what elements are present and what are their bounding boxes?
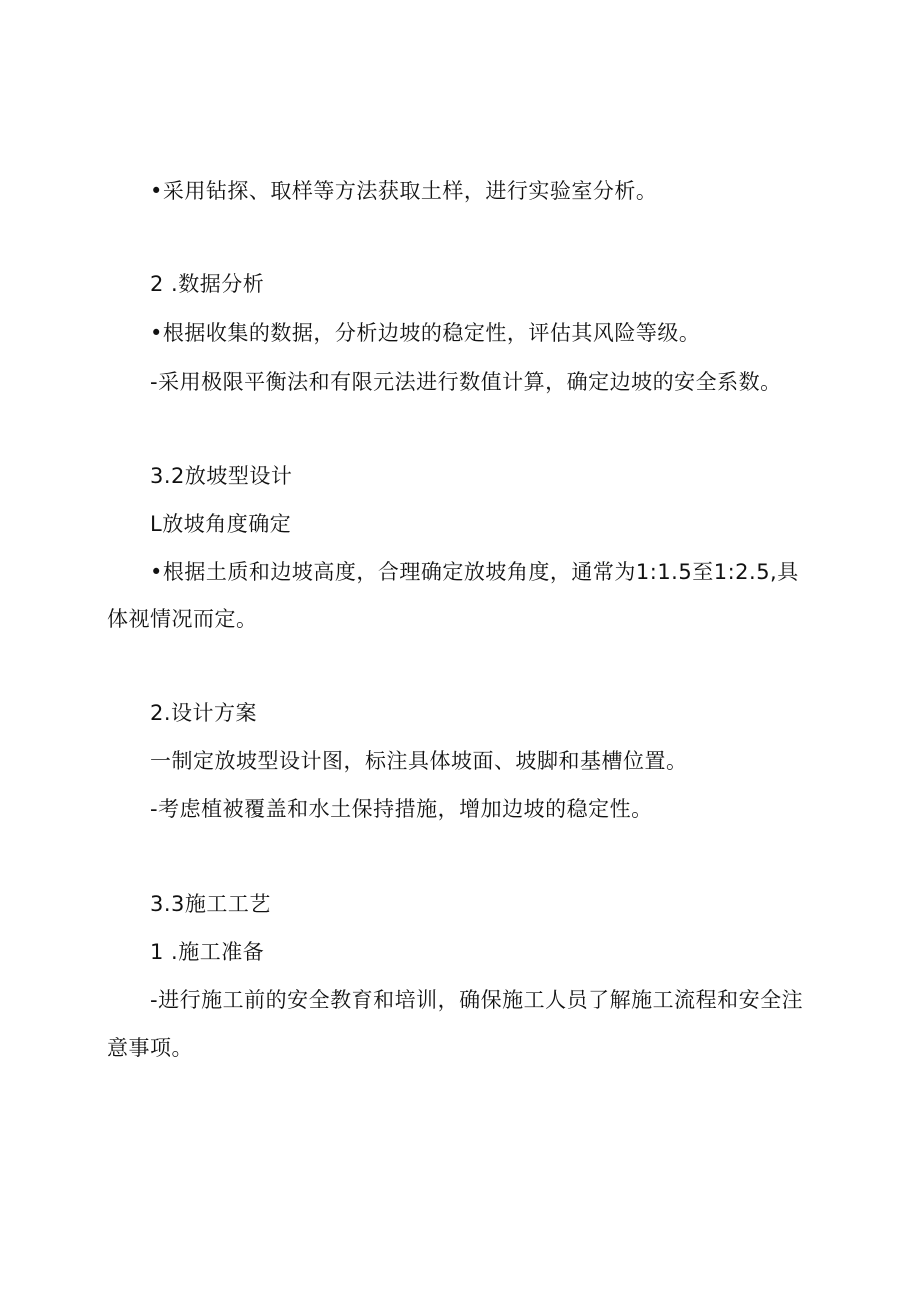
bullet-soil-sampling: •采用钻探、取样等方法获取土样，进行实验室分析。 [150,179,658,203]
bullet-design-drawing: 一制定放坡型设计图，标注具体坡面、坡脚和基槽位置。 [150,749,688,773]
section-heading-construction-process: 3.3施工工艺 [150,892,271,916]
bullet-slope-ratio-continued: 体视情况而定。 [107,607,258,631]
bullet-vegetation-cover: -考虑植被覆盖和水土保持措施，增加边坡的稳定性。 [150,797,653,821]
heading-slope-angle: L放坡角度确定 [150,512,292,536]
heading-data-analysis: 2 .数据分析 [150,272,265,296]
heading-construction-preparation: 1 .施工准备 [150,940,265,964]
bullet-safety-training: -进行施工前的安全教育和培训，确保施工人员了解施工流程和安全注 [150,988,804,1012]
bullet-numerical-calculation: -采用极限平衡法和有限元法进行数值计算，确定边坡的安全系数。 [150,370,782,394]
heading-design-plan: 2.设计方案 [150,701,258,725]
bullet-safety-training-continued: 意事项。 [107,1036,193,1060]
bullet-slope-ratio: •根据土质和边坡高度，合理确定放坡角度，通常为1:1.5至1:2.5,具 [150,560,799,584]
bullet-stability-assessment: •根据收集的数据，分析边坡的稳定性，评估其风险等级。 [150,321,701,345]
section-heading-slope-design: 3.2放坡型设计 [150,464,293,488]
